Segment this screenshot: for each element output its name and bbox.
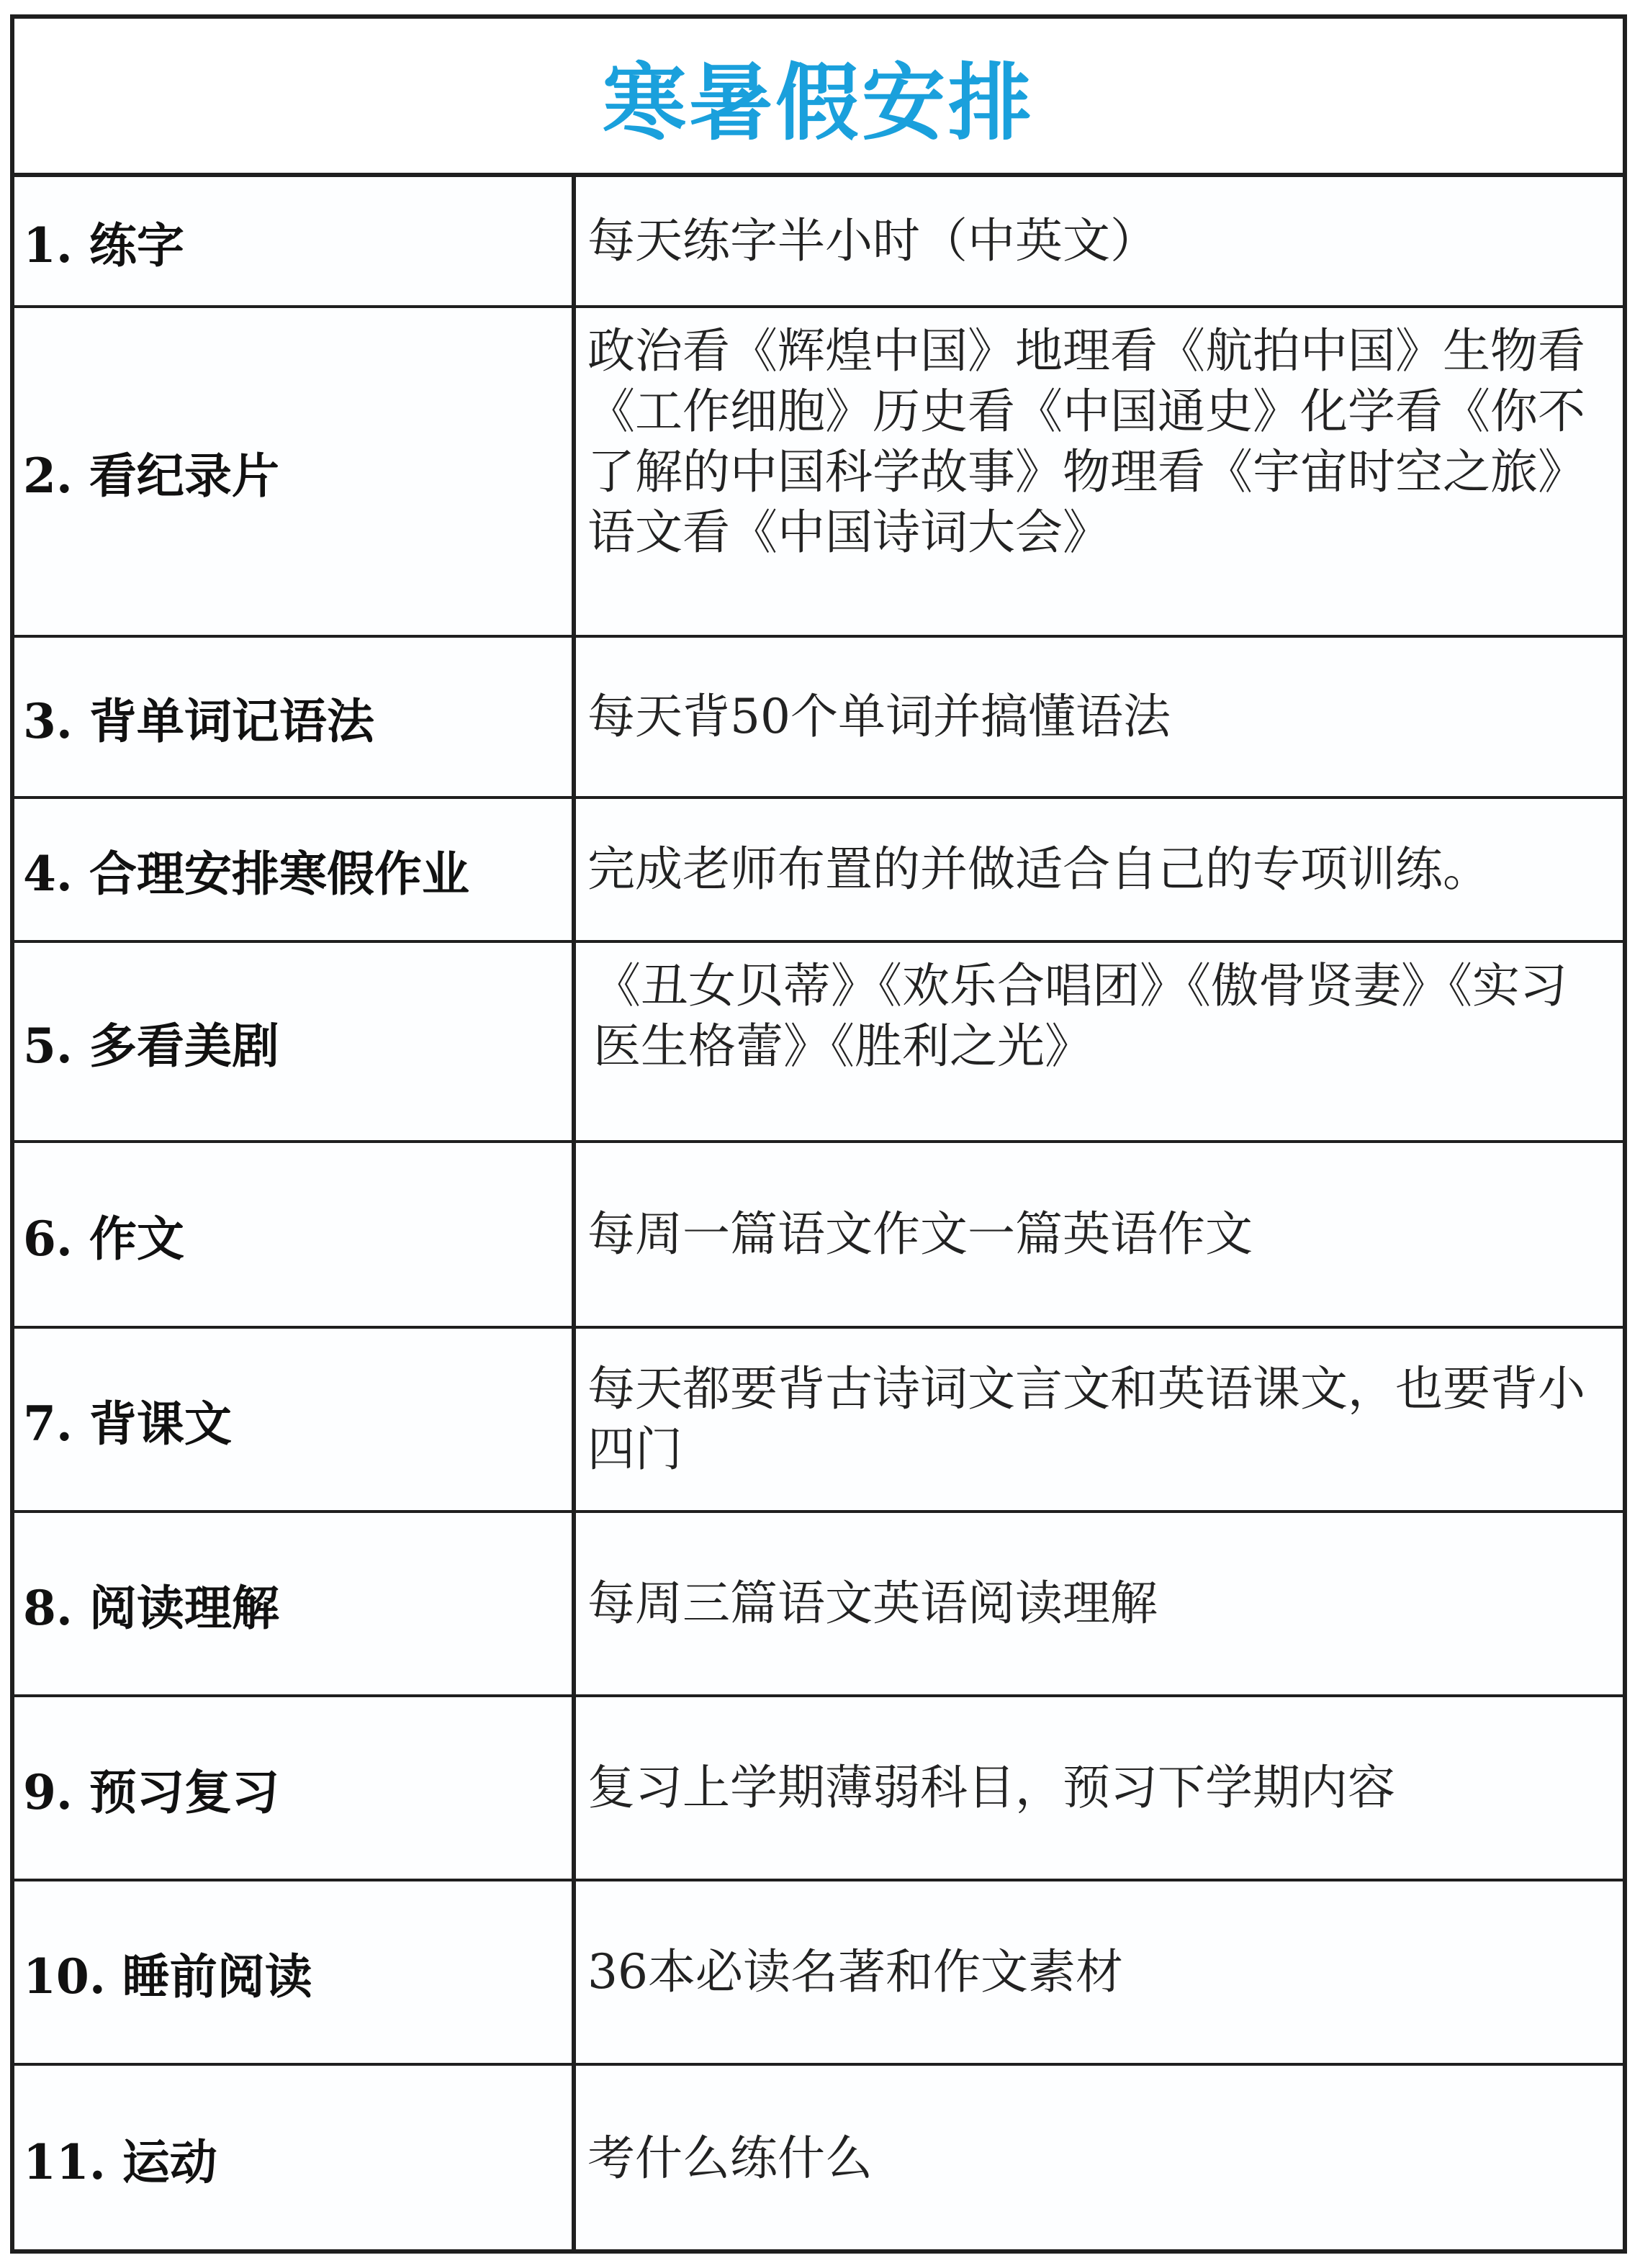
- row-content-4: 完成老师布置的并做适合自己的专项训练。: [576, 799, 1623, 943]
- row-label-6: 6. 作文: [14, 1143, 576, 1329]
- title-cell: [14, 19, 1623, 177]
- row-label-7: 7. 背课文: [14, 1329, 576, 1513]
- row-label-8: 8. 阅读理解: [14, 1513, 576, 1697]
- row-label-2: 2. 看纪录片: [14, 308, 576, 638]
- schedule-table: [10, 14, 1627, 2254]
- row-content-6: 每周一篇语文作文一篇英语作文: [576, 1143, 1623, 1329]
- row-content-11: 考什么练什么: [587, 2130, 873, 2186]
- row-label-1: 1. 练字: [14, 177, 576, 308]
- page-title: 寒暑假安排: [603, 54, 1035, 152]
- row-label-11: 11. 运动: [14, 2066, 576, 2251]
- row-content-10: 36本必读名著和作文素材: [576, 1881, 1623, 2066]
- row-content-5: 《丑女贝蒂》《欢乐合唱团》《傲骨贤妻》《实习医生格蕾》《胜利之光》: [576, 943, 1623, 1143]
- row-label-4: 4. 合理安排寒假作业: [14, 799, 576, 943]
- row-content-1: 每天练字半小时（中英文）: [576, 177, 1623, 308]
- row-content-8: 每周三篇语文英语阅读理解: [576, 1513, 1623, 1697]
- row-content-9: 复习上学期薄弱科目，预习下学期内容: [576, 1697, 1623, 1881]
- row-content-3: 每天背50个单词并搞懂语法: [576, 638, 1623, 799]
- row-label-3: 3. 背单词记语法: [14, 638, 576, 799]
- row-label-9: 9. 预习复习: [14, 1697, 576, 1881]
- row-label-5: 5. 多看美剧: [14, 943, 576, 1143]
- row-content-2: 政治看《辉煌中国》地理看《航拍中国》生物看《工作细胞》历史看《中国通史》化学看《你不了解的中国科学故事》物理看《宇宙时空之旅》语文看《中国诗词大会》: [576, 308, 1623, 638]
- row-content-7: 每天都要背古诗词文言文和英语课文，也要背小四门: [576, 1329, 1623, 1513]
- row-label-10: 10. 睡前阅读: [14, 1881, 576, 2066]
